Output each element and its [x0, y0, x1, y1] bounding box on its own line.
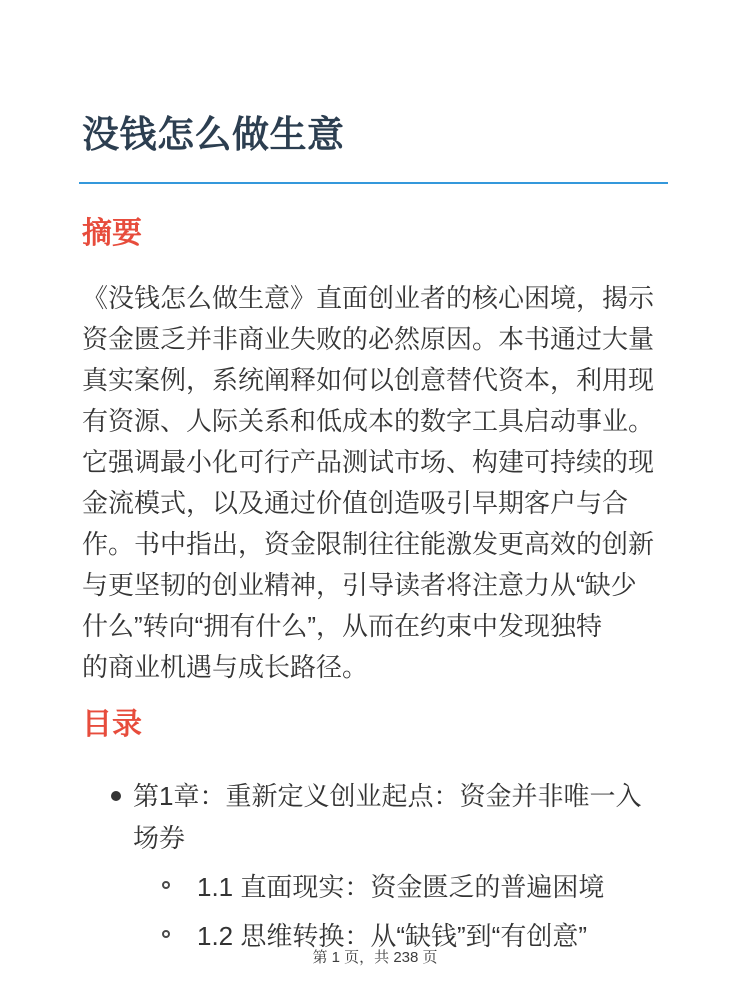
summary-paragraph: [82, 278, 688, 688]
summary-line: 的商业机遇与成长路径。: [82, 652, 369, 682]
title-divider: [79, 182, 668, 184]
bullet-icon: [162, 930, 170, 938]
summary-line: 金流模式，以及通过价值创造吸引早期客户与合: [82, 488, 629, 518]
toc-item: [82, 866, 678, 908]
toc-list: [82, 775, 678, 957]
summary-heading: 摘要: [82, 217, 142, 250]
toc-heading: 目录: [82, 708, 142, 741]
toc-item-label: 1.2 思维转换：从“缺钱”到“有创意”: [197, 921, 588, 951]
summary-line: 与更坚韧的创业精神，引导读者将注意力从“缺少: [82, 570, 637, 600]
summary-line: 它强调最小化可行产品测试市场、构建可持续的现: [82, 447, 655, 477]
toc-item: [82, 775, 648, 859]
summary-line: 《没钱怎么做生意》直面创业者的核心困境，揭示: [82, 283, 655, 313]
summary-line: 作。书中指出，资金限制往往能激发更高效的创新: [82, 529, 655, 559]
toc-item-label: 1.1 直面现实：资金匮乏的普遍困境: [197, 872, 605, 902]
page-number: 第 1 页，共 238 页: [312, 949, 438, 966]
bullet-icon: [111, 791, 121, 801]
summary-line: 什么”转向“拥有什么”，从而在约束中发现独特: [82, 611, 602, 641]
bullet-icon: [162, 881, 170, 889]
page-title: 没钱怎么做生意: [82, 114, 345, 155]
summary-line: 有资源、人际关系和低成本的数字工具启动事业。: [82, 406, 655, 436]
toc-item-label: 第1章：重新定义创业起点：资金并非唯一入场券: [133, 781, 642, 853]
summary-line: 资金匮乏并非商业失败的必然原因。本书通过大量: [82, 324, 655, 354]
summary-line: 真实案例，系统阐释如何以创意替代资本，利用现: [82, 365, 655, 395]
